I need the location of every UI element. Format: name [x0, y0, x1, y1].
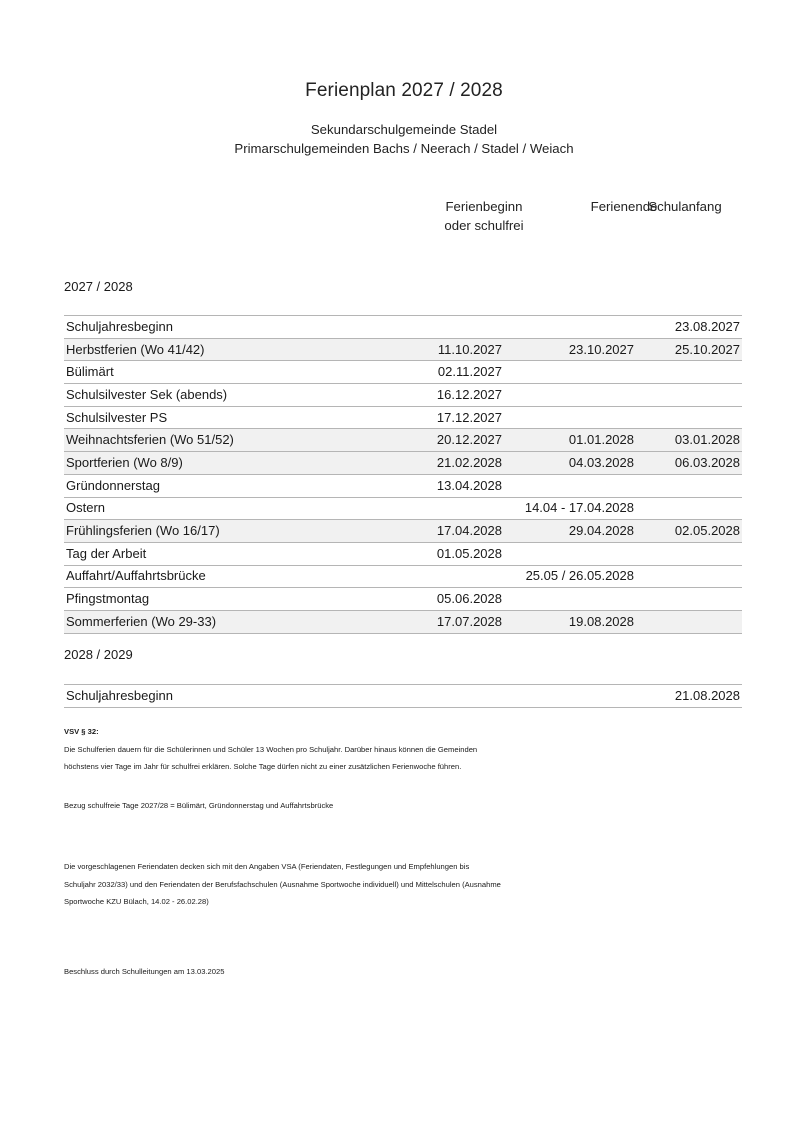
table-row	[64, 565, 742, 588]
column-header-ferienende: Ferienende	[590, 199, 658, 214]
row-label: Frühlingsferien (Wo 16/17)	[64, 520, 334, 543]
note-beschluss-line: Beschluss durch Schulleitungen am 13.03.2025	[64, 967, 225, 976]
note-vsv-heading: VSV § 32:	[64, 727, 99, 736]
schedule-table-2028-2029	[64, 684, 742, 708]
note-vsv-body-line-2: höchstens vier Tage im Jahr für schulfrei erklären. Solche Tage dürfen nicht zu einer zusätzlichen Ferienwoche führen.	[64, 762, 462, 772]
row-ferienbeginn: 01.05.2028	[334, 542, 504, 565]
row-label: Gründonnerstag	[64, 474, 334, 497]
row-ferienende	[504, 384, 636, 407]
note-vsv	[64, 723, 704, 776]
row-ferienbeginn: 17.12.2027	[334, 406, 504, 429]
row-label: Ostern	[64, 497, 334, 520]
table-row	[64, 338, 742, 361]
row-ferienbeginn: 05.06.2028	[334, 588, 504, 611]
table-row	[64, 685, 742, 708]
row-schulanfang: 03.01.2028	[636, 429, 742, 452]
table-row	[64, 610, 742, 633]
row-ferienbeginn: 17.04.2028	[334, 520, 504, 543]
row-ferienende: 01.01.2028	[504, 429, 636, 452]
row-schulanfang	[636, 565, 742, 588]
note-bezug	[64, 797, 704, 815]
row-label: Bülimärt	[64, 361, 334, 384]
row-label: Pfingstmontag	[64, 588, 334, 611]
note-bezug-line: Bezug schulfreie Tage 2027/28 = Bülimärt, Gründonnerstag und Auffahrtsbrücke	[64, 801, 334, 810]
row-ferienende	[504, 406, 636, 429]
row-label: Schuljahresbeginn	[64, 316, 334, 339]
row-ferienbeginn: 02.11.2027	[334, 361, 504, 384]
row-schulanfang	[636, 588, 742, 611]
table-row	[64, 588, 742, 611]
row-schulanfang	[636, 474, 742, 497]
table-row	[64, 520, 742, 543]
column-headers	[64, 197, 726, 245]
schedule-table-2027-2028	[64, 315, 742, 634]
schedule-table-body-2	[64, 685, 742, 708]
column-header-ferienbeginn-line1: Ferienbeginn	[445, 199, 523, 214]
row-label: Auffahrt/Auffahrtsbrücke	[64, 565, 334, 588]
row-ferienbeginn: 21.02.2028	[334, 452, 504, 475]
row-label: Herbstferien (Wo 41/42)	[64, 338, 334, 361]
section-label-2027-2028: 2027 / 2028	[64, 279, 133, 294]
table-row	[64, 384, 742, 407]
row-label: Schuljahresbeginn	[64, 685, 334, 708]
column-header-ferienbeginn-line2: oder schulfrei	[444, 218, 524, 233]
row-schulanfang	[636, 497, 742, 520]
subtitle-line-1: Sekundarschulgemeinde Stadel	[310, 122, 498, 137]
note-beschluss	[64, 963, 704, 981]
row-schulanfang: 25.10.2027	[636, 338, 742, 361]
row-ferienende: 04.03.2028	[504, 452, 636, 475]
row-label: Sommerferien (Wo 29-33)	[64, 610, 334, 633]
note-vorgeschlagen-line-3: Sportwoche KZU Bülach, 14.02 - 26.02.28)	[64, 897, 209, 907]
row-ferienende: 29.04.2028	[504, 520, 636, 543]
row-schulanfang	[636, 542, 742, 565]
subtitle-block	[0, 120, 808, 158]
note-vorgeschlagen	[64, 858, 704, 911]
page-title: Ferienplan 2027 / 2028	[305, 80, 503, 101]
row-ferienende: 19.08.2028	[504, 610, 636, 633]
table-row	[64, 452, 742, 475]
row-ferienende	[504, 685, 636, 708]
row-ferienende: 23.10.2027	[504, 338, 636, 361]
row-ferienbeginn: 11.10.2027	[334, 338, 504, 361]
column-header-schulanfang: Schulanfang	[648, 199, 722, 214]
row-ferienende	[504, 542, 636, 565]
row-label: Weihnachtsferien (Wo 51/52)	[64, 429, 334, 452]
table-row	[64, 429, 742, 452]
table-row	[64, 316, 742, 339]
row-schulanfang	[636, 384, 742, 407]
table-row	[64, 542, 742, 565]
row-schulanfang	[636, 361, 742, 384]
row-label: Schulsilvester PS	[64, 406, 334, 429]
row-ferienbeginn: 16.12.2027	[334, 384, 504, 407]
note-vorgeschlagen-line-1: Die vorgeschlagenen Feriendaten decken sich mit den Angaben VSA (Feriendaten, Festlegungen und Empfehlungen bis	[64, 862, 470, 871]
note-vsv-body-line-1: Die Schulferien dauern für die Schülerinnen und Schüler 13 Wochen pro Schuljahr. Darüber hinaus können die Gemeinden	[64, 744, 478, 754]
row-schulanfang: 02.05.2028	[636, 520, 742, 543]
row-schulanfang: 23.08.2027	[636, 316, 742, 339]
table-row	[64, 361, 742, 384]
row-ferienende	[504, 316, 636, 339]
table-row	[64, 497, 742, 520]
note-vorgeschlagen-line-2: Schuljahr 2032/33) und den Feriendaten der Berufsfachschulen (Ausnahme Sportwoche individuell) und Mittelschulen (Ausnahme	[64, 879, 501, 889]
row-schulanfang	[636, 610, 742, 633]
row-label: Sportferien (Wo 8/9)	[64, 452, 334, 475]
row-ferienbeginn: 17.07.2028	[334, 610, 504, 633]
row-label: Tag der Arbeit	[64, 542, 334, 565]
row-ferienbeginn: 20.12.2027	[334, 429, 504, 452]
schedule-table-body-1	[64, 316, 742, 634]
row-ferienbeginn	[334, 685, 504, 708]
subtitle-line-2: Primarschulgemeinden Bachs / Neerach / Stadel / Weiach	[234, 141, 574, 156]
row-ferienbeginn: 14.04 - 17.04.2028	[334, 497, 636, 520]
row-label: Schulsilvester Sek (abends)	[64, 384, 334, 407]
row-ferienende	[504, 474, 636, 497]
section-label-2028-2029: 2028 / 2029	[64, 647, 133, 662]
row-schulanfang: 06.03.2028	[636, 452, 742, 475]
row-ferienende	[504, 588, 636, 611]
table-row	[64, 474, 742, 497]
row-ferienbeginn: 13.04.2028	[334, 474, 504, 497]
row-ferienbeginn: 25.05 / 26.05.2028	[334, 565, 636, 588]
table-row	[64, 406, 742, 429]
row-schulanfang	[636, 406, 742, 429]
row-ferienende	[504, 361, 636, 384]
row-schulanfang: 21.08.2028	[636, 685, 742, 708]
row-ferienbeginn	[334, 316, 504, 339]
